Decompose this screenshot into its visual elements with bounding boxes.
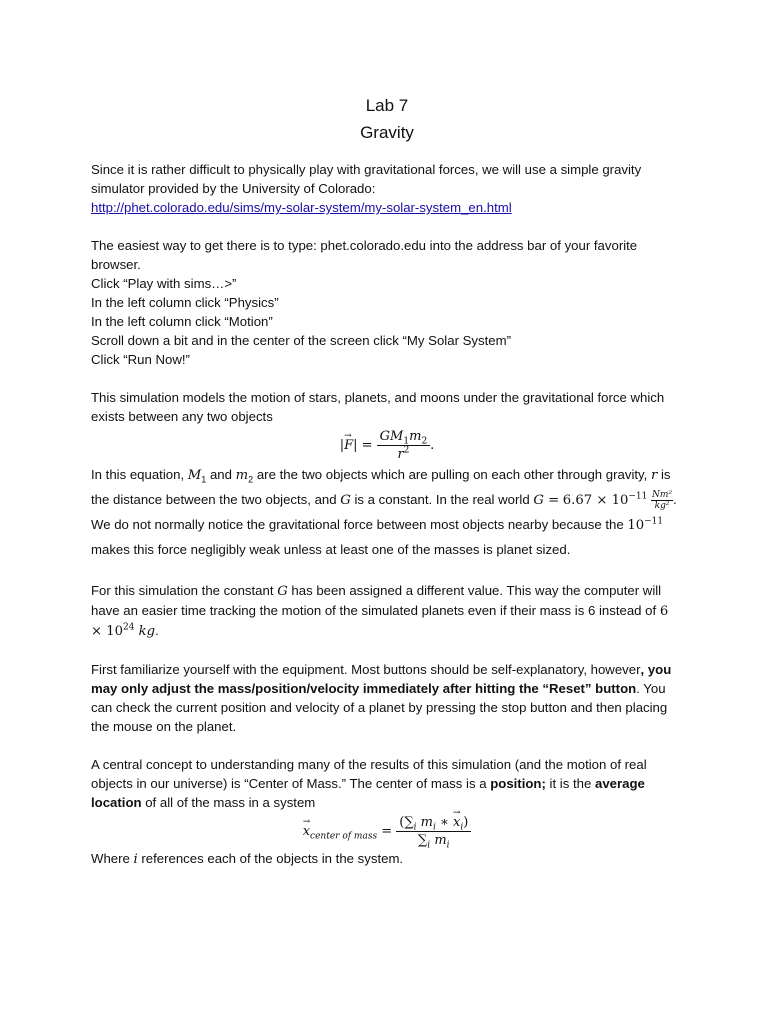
title-line-topic: Gravity — [360, 123, 414, 142]
center-of-mass-fraction: $\frac{(\sum_i m_i ∗ \to x_i)}{\sum_i m_i}$ — [396, 814, 471, 849]
title-line-lab: Lab 7 — [365, 96, 409, 115]
page-title — [91, 92, 683, 146]
intro-paragraph: Since it is rather difficult to physically play with gravitational forces, we will use a simple gravity simulator provided by the University of Colorado: http://phet.colorado.edu/sims/my-solar-system/my-solar-system_en.html — [91, 162, 642, 215]
spacer — [91, 736, 683, 755]
equation-explanation: In this equation, $M_1$ and $m_2$ are the two objects which are pulling on each other through gravity, r is the distance between the two objects, and G is a constant. In the real world $G = 6.67 \times 10^{-11}$ $\frac{\text{Nm²}}{\text{kg²}}$ . We do not normally notice the gravitational force between most objects nearby because the $10^{-11}$ makes this force negligibly weak unless at least one of the masses is planet sized. — [91, 467, 677, 557]
equipment-paragraph: First familiarize yourself with the equipment. Most buttons should be self-explanatory, however, you may only adjust the mass/position/velocity immediately after hitting the “Reset” button. You can check the current position and velocity of a planet by pressing the stop button and then placing the mouse on the planet. — [91, 662, 672, 734]
instructions-paragraph: The easiest way to get there is to type: phet.colorado.edu into the address bar of your favorite browser. — [91, 238, 638, 272]
spacer — [91, 146, 683, 160]
document-body — [91, 92, 683, 869]
spacer — [91, 217, 683, 236]
step-item: In the left column click “Motion” — [91, 314, 273, 329]
phet-simulator-link[interactable]: http://phet.colorado.edu/sims/my-solar-system/my-solar-system_en.html — [91, 200, 512, 215]
center-of-mass-equation: → $x_{center of mass}$ = $\frac{(\sum_i m_i ∗ \to x_i)}{\sum_i m_i}$ — [91, 814, 683, 849]
spacer — [91, 369, 683, 388]
gravity-fraction: $\frac{GM_1m_2}{r^2}$ — [377, 428, 431, 463]
step-item: Click “Run Now!” — [91, 352, 190, 367]
gravity-equation: |→ F| = $\frac{GM_1m_2}{r^2}$ . — [91, 428, 683, 463]
unit-fraction: $\frac{\text{Nm²}}{\text{kg²}}$ — [652, 490, 673, 512]
spacer — [91, 641, 683, 660]
step-item: In the left column click “Physics” — [91, 295, 279, 310]
step-item: Click “Play with sims…>” — [91, 276, 237, 291]
where-line: Where i references each of the objects in the system. — [91, 851, 404, 867]
constant-paragraph: For this simulation the constant G has been assigned a different value. This way the computer will have an easier time tracking the motion of the simulated planets even if their mass is 6 instead of $6 \times 10^{24}$ kg. — [91, 583, 669, 639]
simulation-paragraph: This simulation models the motion of stars, planets, and moons under the gravitational force which exists between any two objects — [91, 390, 665, 424]
spacer — [91, 562, 683, 581]
center-of-mass-paragraph: A central concept to understanding many of the results of this simulation (and the motion of real objects in our universe) is “Center of Mass.” The center of mass is a position; it is the average location of all of the mass in a system — [91, 757, 647, 810]
step-item: Scroll down a bit and in the center of the screen click “My Solar System” — [91, 333, 511, 348]
